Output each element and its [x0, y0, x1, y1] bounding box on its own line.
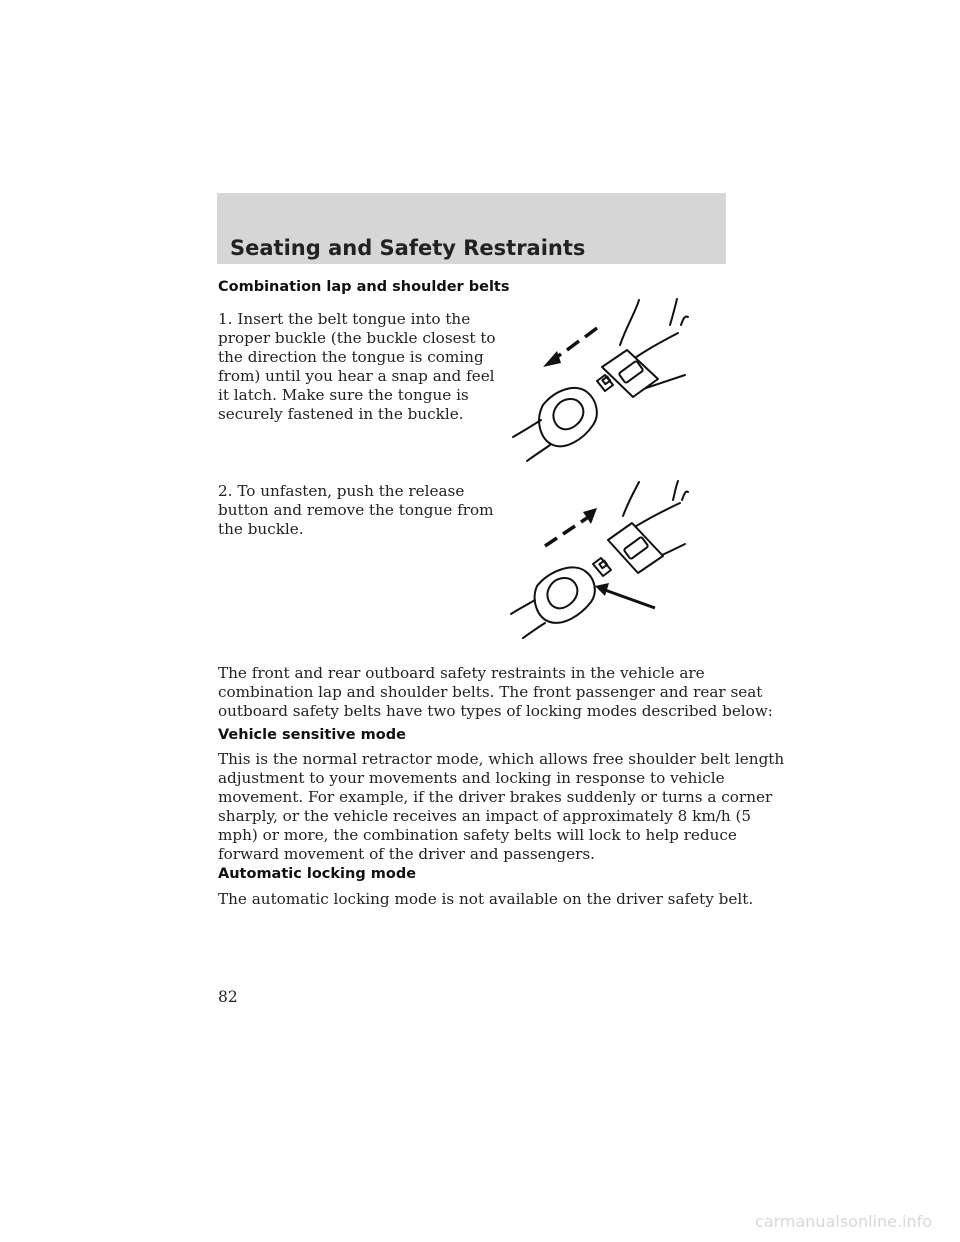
watermark-text: carmanualsonline.info: [755, 1212, 933, 1231]
section-title: Seating and Safety Restraints: [230, 236, 586, 260]
text-line: mph) or more, the combination safety belts will lock to help reduce: [218, 826, 737, 844]
outboard-belts-paragraph: [218, 664, 773, 721]
page-number: 82: [218, 988, 238, 1006]
heading-combination-belts: Combination lap and shoulder belts: [218, 279, 510, 295]
text-line: The automatic locking mode is not available on the driver safety belt.: [218, 890, 754, 908]
text-line: movement. For example, if the driver brakes suddenly or turns a corner: [218, 788, 773, 806]
text-line: securely fastened in the buckle.: [218, 405, 464, 423]
text-line: 1. Insert the belt tongue into the: [218, 310, 471, 328]
text-line: from) until you hear a snap and feel: [218, 367, 495, 385]
text-line: forward movement of the driver and passengers.: [218, 845, 596, 863]
text-line: 2. To unfasten, push the release: [218, 482, 465, 500]
vehicle-sensitive-paragraph: [218, 750, 784, 864]
text-line: proper buckle (the buckle closest to: [218, 329, 496, 347]
heading-automatic-locking-mode: Automatic locking mode: [218, 866, 417, 882]
text-line: adjustment to your movements and locking in response to vehicle: [218, 769, 725, 787]
automatic-locking-paragraph: [218, 890, 753, 909]
step-2-text: [218, 482, 494, 539]
text-line: The front and rear outboard safety restraints in the vehicle are: [218, 664, 705, 682]
text-line: combination lap and shoulder belts. The front passenger and rear seat: [218, 683, 763, 701]
heading-vehicle-sensitive-mode: Vehicle sensitive mode: [218, 727, 406, 743]
buckle-release-illustration: [505, 478, 700, 640]
text-line: This is the normal retractor mode, which allows free shoulder belt length: [218, 750, 785, 768]
text-line: sharply, or the vehicle receives an impact of approximately 8 km/h (5: [218, 807, 752, 825]
text-line: it latch. Make sure the tongue is: [218, 386, 469, 404]
text-line: the buckle.: [218, 520, 304, 538]
text-line: button and remove the tongue from: [218, 501, 494, 519]
step-1-text: [218, 310, 496, 424]
text-line: the direction the tongue is coming: [218, 348, 484, 366]
buckle-insert-illustration: [505, 295, 700, 465]
text-line: outboard safety belts have two types of locking modes described below:: [218, 702, 773, 720]
